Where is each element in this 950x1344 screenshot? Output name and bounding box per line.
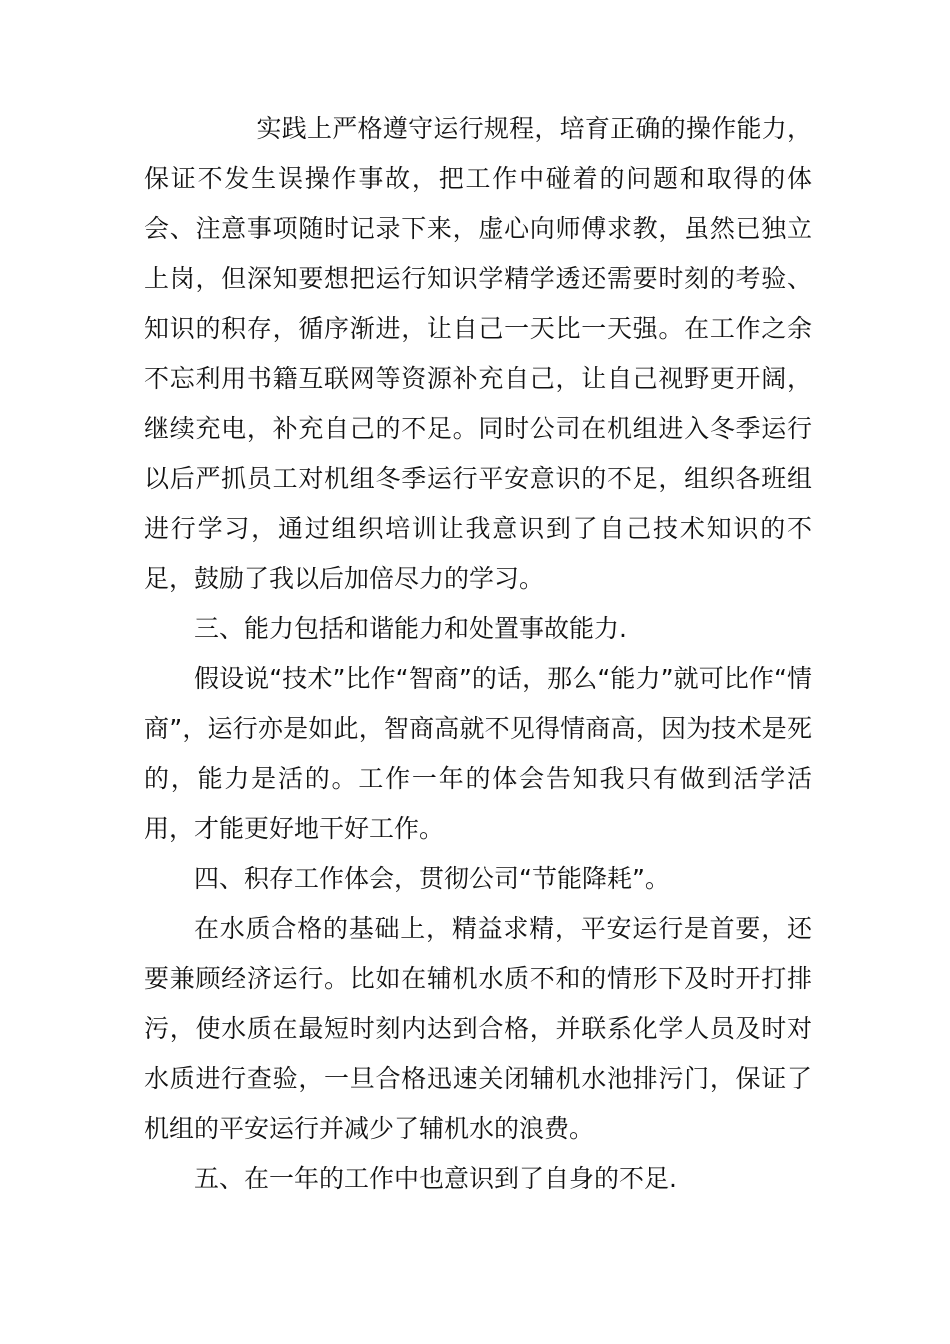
document-body <box>144 104 812 1204</box>
heading-section-four: 四、积存工作体会，贯彻公司“节能降耗”。 <box>194 864 670 893</box>
heading-section-five: 五、在一年的工作中也意识到了自身的不足. <box>194 1164 677 1193</box>
paragraph-water-quality: 在水质合格的基础上，精益求精，平安运行是首要，还要兼顾经济运行。比如在辅机水质不和的情形下及时开打排污，使水质在最短时刻内达到合格，并联系化学人员及时对水质进行查验，一旦合格迅速关闭辅机水池排污门，保证了机组的平安运行并减少了辅机水的浪费。 <box>144 914 812 1143</box>
heading-section-three: 三、能力包括和谐能力和处置事故能力. <box>194 614 627 643</box>
paragraph-practice: 实践上严格遵守运行规程，培育正确的操作能力，保证不发生误操作事故，把工作中碰着的问题和取得的体会、注意事项随时记录下来，虚心向师傅求教，虽然已独立上岗，但深知要想把运行知识学精学透还需要时刻的考验、知识的积存，循序渐进，让自己一天比一天强。在工作之余不忘利用书籍互联网等资源补充自己，让自己视野更开阔，继续充电，补充自己的不足。同时公司在机组进入冬季运行以后严抓员工对机组冬季运行平安意识的不足，组织各班组进行学习，通过组织培训让我意识到了自己技术知识的不足，鼓励了我以后加倍尽力的学习。 <box>144 114 812 593</box>
paragraph-ability: 假设说“技术”比作“智商”的话，那么“能力”就可比作“情商”，运行亦是如此，智商高就不见得情商高，因为技术是死的，能力是活的。工作一年的体会告知我只有做到活学活用，才能更好地干好工作。 <box>144 664 812 843</box>
